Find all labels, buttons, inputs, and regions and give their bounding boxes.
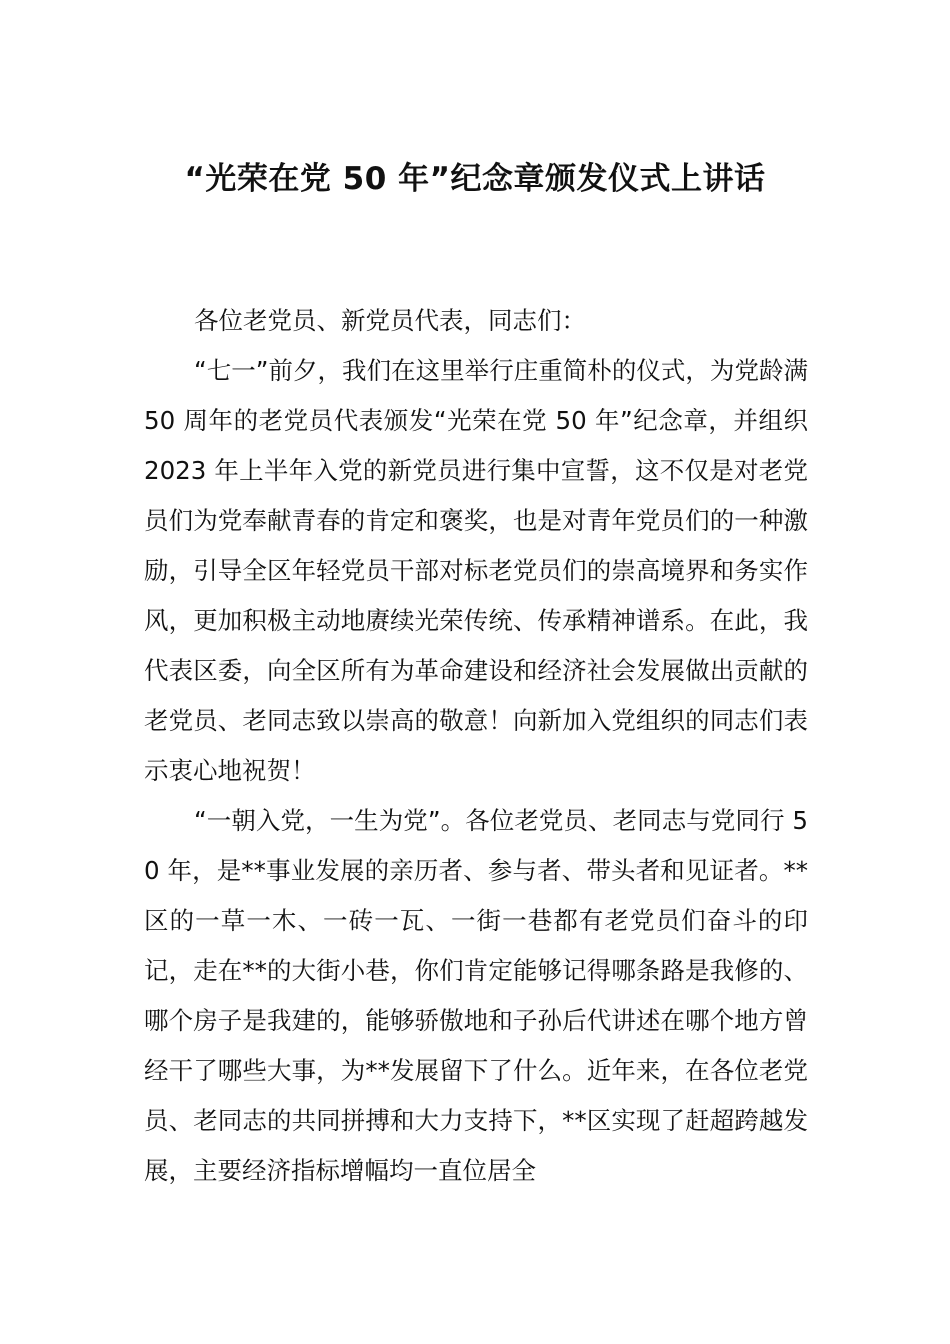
paragraph-veterans: “一朝入党，一生为党”。各位老党员、老同志与党同行 50 年，是**事业发展的亲历者、参与者、带头者和见证者。**区的一草一木、一砖一瓦、一街一巷都有老党员们奋斗的印记，走在**的大街小巷，你们肯定能够记得哪条路是我修的、哪个房子是我建的，能够骄傲地和子孙后代讲述在哪个地方曾经干了哪些大事，为**发展留下了什么。近年来，在各位老党员、老同志的共同拼搏和大力支持下，**区实现了赶超跨越发展，主要经济指标增幅均一直位居全 (144, 806, 808, 1185)
document-title: “光荣在党 50 年”纪念章颁发仪式上讲话 (184, 161, 766, 197)
paragraph-salutation: 各位老党员、新党员代表，同志们： (194, 306, 586, 335)
paragraph-ceremony: “七一”前夕，我们在这里举行庄重简朴的仪式，为党龄满 50 周年的老党员代表颁发“光荣在党 50 年”纪念章，并组织 2023 年上半年入党的新党员进行集中宣誓，这不仅是对老党员们为党奉献青春的肯定和褒奖，也是对青年党员们的一种激励，引导全区年轻党员干部对标老党员们的崇高境界和务实作风，更加积极主动地赓续光荣传统、传承精神谱系。在此，我代表区委，向全区所有为革命建设和经济社会发展做出贡献的老党员、老同志致以崇高的敬意！向新加入党组织的同志们表示衷心地祝贺！ (144, 356, 808, 785)
document-body (144, 296, 808, 1196)
